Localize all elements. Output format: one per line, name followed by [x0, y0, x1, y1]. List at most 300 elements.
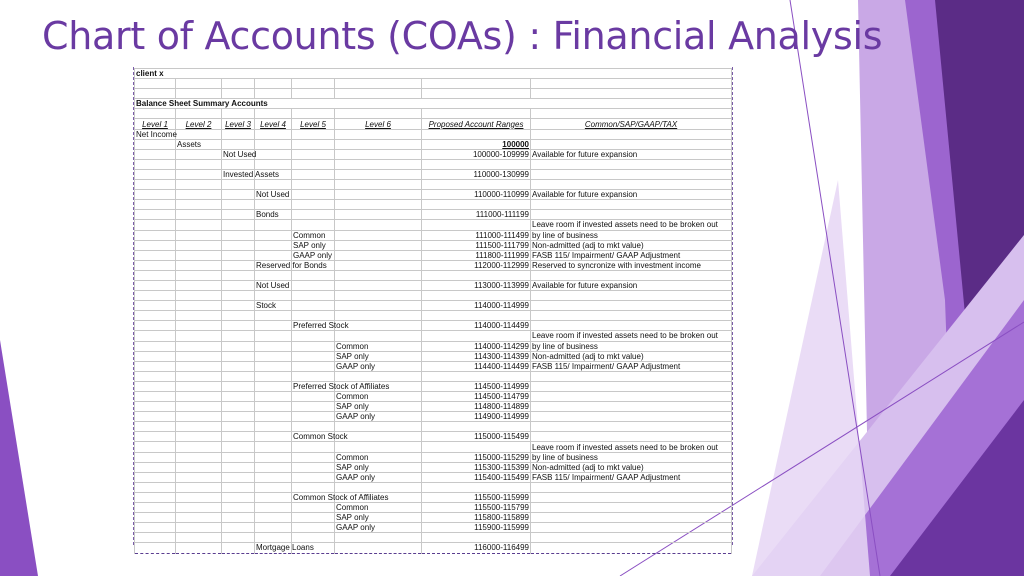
- level-cell: [135, 169, 176, 179]
- column-header: Level 3: [222, 119, 255, 129]
- table-row: [135, 381, 732, 391]
- level-cell: [335, 180, 422, 190]
- level-cell: [176, 200, 222, 210]
- sheet-heading: Balance Sheet Summary Accounts: [135, 99, 732, 109]
- level-cell: [222, 180, 255, 190]
- level-cell: [255, 149, 292, 159]
- level-cell: [176, 513, 222, 523]
- level-cell: [135, 452, 176, 462]
- level-cell: [255, 462, 292, 472]
- level-cell: [292, 452, 335, 462]
- account-range-cell: 116000-116499: [422, 543, 531, 553]
- note-cell: Non-admitted (adj to mkt value): [531, 240, 732, 250]
- level-cell: [135, 200, 176, 210]
- level-cell: [176, 169, 222, 179]
- level-cell: SAP only: [335, 402, 422, 412]
- account-range-cell: 115400-115499: [422, 472, 531, 482]
- account-range-cell: [422, 291, 531, 301]
- table-row: [135, 351, 732, 361]
- level-cell: [222, 159, 255, 169]
- level-cell: [335, 301, 422, 311]
- level-cell: [255, 361, 292, 371]
- level-cell: [292, 291, 335, 301]
- note-cell: [531, 301, 732, 311]
- level-cell: [335, 139, 422, 149]
- column-header: Level 5: [292, 119, 335, 129]
- level-cell: [176, 301, 222, 311]
- level-cell: [135, 543, 176, 553]
- level-cell: [135, 402, 176, 412]
- level-cell: [255, 533, 292, 543]
- note-cell: [531, 482, 732, 492]
- level-cell: [255, 200, 292, 210]
- level-cell: [292, 503, 335, 513]
- level-cell: [135, 371, 176, 381]
- level-cell: [255, 381, 292, 391]
- level-cell: [176, 432, 222, 442]
- level-cell: [222, 230, 255, 240]
- column-header: Level 4: [255, 119, 292, 129]
- account-range-cell: 114000-114499: [422, 321, 531, 331]
- level-cell: [292, 442, 335, 452]
- level-cell: [292, 180, 335, 190]
- level-cell: [135, 230, 176, 240]
- level-cell: [222, 361, 255, 371]
- level-cell: [135, 331, 176, 341]
- level-cell: [335, 149, 422, 159]
- account-range-cell: 100000-109999: [422, 149, 531, 159]
- table-row: [135, 159, 732, 169]
- account-range-cell: 100000: [422, 139, 531, 149]
- level-cell: [222, 381, 255, 391]
- level-cell: [135, 533, 176, 543]
- level-cell: [255, 311, 292, 321]
- note-cell: Reserved to syncronize with investment income: [531, 260, 732, 270]
- level-cell: [335, 291, 422, 301]
- note-cell: [531, 139, 732, 149]
- level-cell: [135, 139, 176, 149]
- level-cell: Assets: [176, 139, 222, 149]
- level-cell: [135, 210, 176, 220]
- slide-title: Chart of Accounts (COAs) : Financial Analysis: [42, 14, 883, 58]
- level-cell: [335, 311, 422, 321]
- level-cell: [292, 169, 335, 179]
- note-cell: [531, 210, 732, 220]
- note-cell: Leave room if invested assets need to be broken out: [531, 331, 732, 341]
- level-cell: [176, 280, 222, 290]
- level-cell: [135, 462, 176, 472]
- level-cell: [135, 270, 176, 280]
- column-header-row: [135, 119, 732, 129]
- table-row: [135, 301, 732, 311]
- level-cell: [222, 371, 255, 381]
- table-row: [135, 280, 732, 290]
- level-cell: [255, 129, 292, 139]
- level-cell: [135, 321, 176, 331]
- level-cell: [255, 482, 292, 492]
- note-cell: [531, 159, 732, 169]
- level-cell: Reserved for Bonds: [256, 260, 327, 270]
- level-cell: Common: [335, 392, 422, 402]
- level-cell: [176, 149, 222, 159]
- level-cell: [176, 482, 222, 492]
- level-cell: Common: [335, 341, 422, 351]
- level-cell: [255, 341, 292, 351]
- level-cell: [255, 240, 292, 250]
- level-cell: [222, 392, 255, 402]
- account-range-cell: [422, 220, 531, 230]
- level-cell: GAAP only: [335, 523, 422, 533]
- level-cell: [135, 432, 176, 442]
- level-cell: [335, 543, 422, 553]
- account-range-cell: [422, 200, 531, 210]
- account-range-cell: 114000-114999: [422, 301, 531, 311]
- level-cell: [222, 432, 255, 442]
- level-cell: [292, 422, 335, 432]
- level-cell: [222, 503, 255, 513]
- client-name: client x: [135, 69, 732, 79]
- level-cell: Not Used: [223, 149, 257, 159]
- level-cell: [135, 492, 176, 502]
- level-cell: [255, 402, 292, 412]
- level-cell: SAP only: [292, 240, 335, 250]
- level-cell: [292, 139, 335, 149]
- level-cell: [255, 270, 292, 280]
- level-cell: [335, 250, 422, 260]
- table-row: [135, 180, 732, 190]
- level-cell: [255, 513, 292, 523]
- level-cell: [222, 442, 255, 452]
- level-cell: [222, 311, 255, 321]
- level-cell: [335, 331, 422, 341]
- level-cell: [135, 503, 176, 513]
- level-cell: [292, 533, 335, 543]
- level-cell: [292, 513, 335, 523]
- account-range-cell: [422, 129, 531, 139]
- note-cell: [531, 533, 732, 543]
- level-cell: [222, 280, 255, 290]
- level-cell: [292, 331, 335, 341]
- note-cell: [531, 321, 732, 331]
- level-cell: [292, 402, 335, 412]
- level-cell: [292, 301, 335, 311]
- level-cell: [335, 230, 422, 240]
- level-cell: [176, 270, 222, 280]
- level-cell: [335, 422, 422, 432]
- account-range-cell: 115300-115399: [422, 462, 531, 472]
- account-range-cell: 112000-112999: [422, 260, 531, 270]
- level-cell: [335, 210, 422, 220]
- level-cell: [135, 442, 176, 452]
- note-cell: FASB 115/ Impairment/ GAAP Adjustment: [531, 361, 732, 371]
- note-cell: [531, 422, 732, 432]
- account-range-cell: 115500-115999: [422, 492, 531, 502]
- level-cell: [135, 159, 176, 169]
- column-header: Level 2: [176, 119, 222, 129]
- level-cell: [292, 220, 335, 230]
- level-cell: [135, 341, 176, 351]
- level-cell: [335, 280, 422, 290]
- account-range-cell: 115500-115799: [422, 503, 531, 513]
- level-cell: [176, 442, 222, 452]
- level-cell: [135, 180, 176, 190]
- level-cell: [135, 422, 176, 432]
- level-cell: [255, 412, 292, 422]
- level-cell: [335, 442, 422, 452]
- level-cell: [335, 260, 422, 270]
- account-range-cell: [422, 270, 531, 280]
- note-cell: [531, 169, 732, 179]
- level-cell: [222, 190, 255, 200]
- level-cell: [292, 351, 335, 361]
- note-cell: [531, 513, 732, 523]
- table-row: [135, 240, 732, 250]
- level-cell: Stock: [255, 301, 292, 311]
- account-range-cell: 111000-111199: [422, 210, 531, 220]
- level-cell: [176, 220, 222, 230]
- level-cell: [335, 200, 422, 210]
- table-row: [135, 361, 732, 371]
- table-row: [135, 513, 732, 523]
- note-cell: [531, 412, 732, 422]
- level-cell: [176, 533, 222, 543]
- note-cell: [531, 523, 732, 533]
- level-cell: [292, 412, 335, 422]
- level-cell: [176, 503, 222, 513]
- level-cell: [176, 250, 222, 260]
- level-cell: [222, 270, 255, 280]
- level-cell: [292, 462, 335, 472]
- table-row: [135, 321, 732, 331]
- level-cell: Mortgage Loans: [256, 543, 314, 553]
- level-cell: [176, 180, 222, 190]
- level-cell: [176, 392, 222, 402]
- level-cell: [222, 139, 255, 149]
- level-cell: [135, 412, 176, 422]
- level-cell: [222, 422, 255, 432]
- note-cell: [531, 492, 732, 502]
- table-row: [135, 462, 732, 472]
- table-row: [135, 139, 732, 149]
- level-cell: [135, 472, 176, 482]
- level-cell: [292, 341, 335, 351]
- account-range-cell: [422, 533, 531, 543]
- note-cell: [531, 432, 732, 442]
- level-cell: [222, 321, 255, 331]
- level-cell: [222, 250, 255, 260]
- left-purple-sliver: [0, 340, 38, 576]
- note-cell: FASB 115/ Impairment/ GAAP Adjustment: [531, 250, 732, 260]
- level-cell: [135, 482, 176, 492]
- level-cell: [255, 442, 292, 452]
- level-cell: [255, 291, 292, 301]
- column-header: Proposed Account Ranges: [422, 119, 531, 129]
- note-cell: [531, 543, 732, 553]
- level-cell: [222, 402, 255, 412]
- level-cell: [292, 472, 335, 482]
- level-cell: Common Stock: [293, 432, 348, 442]
- level-cell: [335, 240, 422, 250]
- note-cell: [531, 270, 732, 280]
- level-cell: [222, 210, 255, 220]
- blank-row: [135, 109, 732, 119]
- note-cell: by line of business: [531, 341, 732, 351]
- level-cell: [135, 351, 176, 361]
- level-cell: [222, 492, 255, 502]
- level-cell: [176, 472, 222, 482]
- level-cell: [176, 321, 222, 331]
- level-cell: [222, 351, 255, 361]
- level-cell: [222, 513, 255, 523]
- account-range-cell: 114000-114299: [422, 341, 531, 351]
- note-cell: Non-admitted (adj to mkt value): [531, 351, 732, 361]
- level-cell: [255, 392, 292, 402]
- account-range-cell: 114800-114899: [422, 402, 531, 412]
- level-cell: [255, 139, 292, 149]
- level-cell: [222, 472, 255, 482]
- account-range-cell: 114300-114399: [422, 351, 531, 361]
- note-cell: [531, 381, 732, 391]
- level-cell: [335, 129, 422, 139]
- level-cell: [176, 129, 222, 139]
- note-cell: [531, 503, 732, 513]
- note-cell: [531, 291, 732, 301]
- table-row: [135, 260, 732, 270]
- level-cell: [176, 371, 222, 381]
- table-row: [135, 422, 732, 432]
- level-cell: [135, 250, 176, 260]
- level-cell: [176, 331, 222, 341]
- level-cell: Common: [335, 452, 422, 462]
- level-cell: [292, 523, 335, 533]
- table-row: [135, 200, 732, 210]
- account-range-cell: [422, 311, 531, 321]
- note-cell: [531, 392, 732, 402]
- level-cell: [176, 210, 222, 220]
- level-cell: [222, 220, 255, 230]
- level-cell: [292, 200, 335, 210]
- level-cell: [176, 291, 222, 301]
- level-cell: Not Used: [255, 280, 292, 290]
- level-cell: Common: [335, 503, 422, 513]
- level-cell: [292, 129, 335, 139]
- level-cell: [255, 422, 292, 432]
- level-cell: [335, 270, 422, 280]
- level-cell: [335, 220, 422, 230]
- account-range-cell: [422, 482, 531, 492]
- level-cell: [255, 331, 292, 341]
- table-row: [135, 533, 732, 543]
- level-cell: [335, 371, 422, 381]
- note-cell: by line of business: [531, 452, 732, 462]
- account-range-cell: 114900-114999: [422, 412, 531, 422]
- level-cell: [176, 492, 222, 502]
- level-cell: GAAP only: [335, 361, 422, 371]
- level-cell: [135, 149, 176, 159]
- account-range-cell: 111500-111799: [422, 240, 531, 250]
- table-row: [135, 442, 732, 452]
- level-cell: [176, 452, 222, 462]
- level-cell: SAP only: [335, 351, 422, 361]
- level-cell: [176, 361, 222, 371]
- account-range-cell: [422, 180, 531, 190]
- table-row: [135, 291, 732, 301]
- chart-of-accounts-table: [134, 68, 732, 554]
- level-cell: [135, 190, 176, 200]
- level-cell: [176, 311, 222, 321]
- note-cell: [531, 180, 732, 190]
- account-range-cell: 113000-113999: [422, 280, 531, 290]
- level-cell: [292, 270, 335, 280]
- level-cell: Common Stock of Affiliates: [293, 492, 389, 502]
- note-cell: Leave room if invested assets need to be broken out: [531, 220, 732, 230]
- table-row: [135, 331, 732, 341]
- level-cell: [222, 291, 255, 301]
- level-cell: [292, 159, 335, 169]
- level-cell: [335, 169, 422, 179]
- level-cell: [176, 260, 222, 270]
- level-cell: [176, 341, 222, 351]
- account-range-cell: 114400-114499: [422, 361, 531, 371]
- table-row: [135, 523, 732, 533]
- level-cell: [255, 230, 292, 240]
- level-cell: [335, 533, 422, 543]
- table-row: [135, 402, 732, 412]
- level-cell: Bonds: [255, 210, 292, 220]
- column-header: Level 6: [335, 119, 422, 129]
- client-row: [135, 69, 732, 79]
- level-cell: SAP only: [335, 462, 422, 472]
- table-row: [135, 432, 732, 442]
- level-cell: [222, 452, 255, 462]
- level-cell: [255, 492, 292, 502]
- account-range-cell: [422, 422, 531, 432]
- account-range-cell: 115800-115899: [422, 513, 531, 523]
- level-cell: [176, 351, 222, 361]
- column-header: Common/SAP/GAAP/TAX: [531, 119, 732, 129]
- account-range-cell: 115900-115999: [422, 523, 531, 533]
- level-cell: [255, 371, 292, 381]
- level-cell: [135, 220, 176, 230]
- account-range-cell: 110000-110999: [422, 190, 531, 200]
- level-cell: [222, 482, 255, 492]
- table-row: [135, 412, 732, 422]
- level-cell: [176, 412, 222, 422]
- level-cell: [292, 392, 335, 402]
- level-cell: [135, 301, 176, 311]
- level-cell: [335, 190, 422, 200]
- table-row: [135, 190, 732, 200]
- level-cell: [222, 260, 255, 270]
- level-cell: [135, 523, 176, 533]
- spreadsheet: [134, 68, 732, 554]
- level-cell: [135, 392, 176, 402]
- table-row: [135, 371, 732, 381]
- level-cell: [135, 260, 176, 270]
- table-row: [135, 129, 732, 139]
- level-cell: [222, 412, 255, 422]
- level-cell: [135, 280, 176, 290]
- account-range-cell: [422, 331, 531, 341]
- level-cell: [176, 462, 222, 472]
- note-cell: Leave room if invested assets need to be broken out: [531, 442, 732, 452]
- note-cell: Non-admitted (adj to mkt value): [531, 462, 732, 472]
- table-row: [135, 503, 732, 513]
- level-cell: [176, 523, 222, 533]
- level-cell: [255, 432, 292, 442]
- note-cell: Available for future expansion: [531, 190, 732, 200]
- table-row: [135, 169, 732, 179]
